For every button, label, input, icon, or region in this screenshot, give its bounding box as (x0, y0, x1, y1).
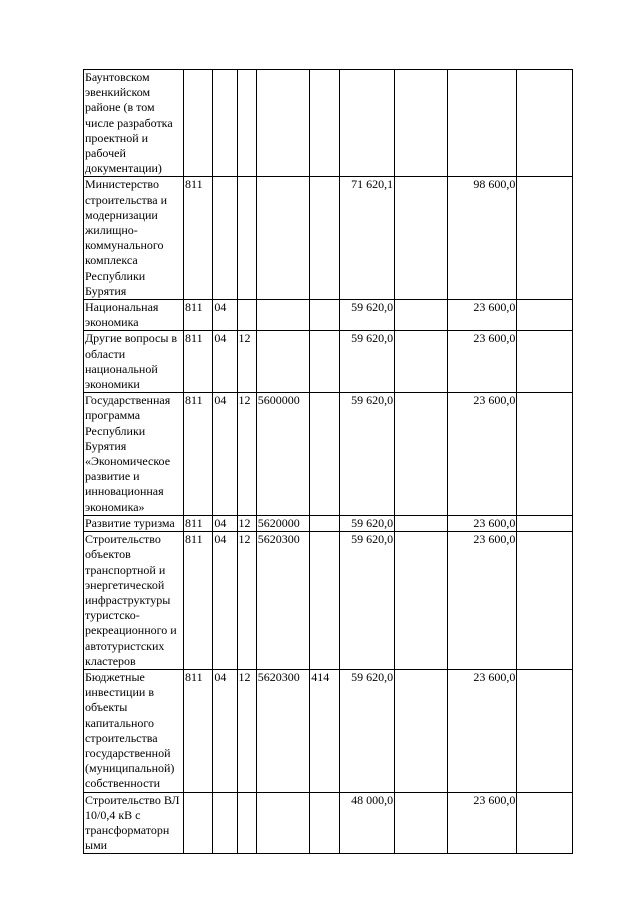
section-code: 04 (213, 532, 237, 670)
subsection-code: 12 (237, 669, 256, 792)
sum-2 (395, 669, 448, 792)
admin-code: 811 (184, 393, 213, 516)
target-code: 5620300 (256, 532, 310, 670)
subsection-code: 12 (237, 393, 256, 516)
table-row (84, 515, 573, 531)
table-row (84, 177, 573, 300)
subsection-code: 12 (237, 331, 256, 393)
sum-1: 59 620,0 (339, 532, 395, 670)
table-row (84, 532, 573, 670)
sum-3: 98 600,0 (447, 177, 517, 300)
section-code (213, 70, 237, 177)
kind-code (310, 532, 339, 670)
table-row (84, 70, 573, 177)
sum-3: 23 600,0 (447, 515, 517, 531)
section-code: 04 (213, 393, 237, 516)
sum-1: 59 620,0 (339, 669, 395, 792)
sum-3: 23 600,0 (447, 300, 517, 331)
sum-1: 59 620,0 (339, 300, 395, 331)
sum-3 (447, 70, 517, 177)
target-code (256, 177, 310, 300)
table-row (84, 331, 573, 393)
empty-cell (517, 300, 573, 331)
sum-2 (395, 70, 448, 177)
admin-code (184, 70, 213, 177)
section-code: 04 (213, 669, 237, 792)
table-row (84, 669, 573, 792)
kind-code (310, 393, 339, 516)
budget-table (83, 69, 573, 854)
sum-2 (395, 792, 448, 854)
kind-code (310, 70, 339, 177)
kind-code (310, 515, 339, 531)
sum-3: 23 600,0 (447, 669, 517, 792)
kind-code: 414 (310, 669, 339, 792)
target-code (256, 331, 310, 393)
row-name: Другие вопросы в области национальной экономики (84, 331, 184, 393)
target-code (256, 300, 310, 331)
sum-2 (395, 331, 448, 393)
subsection-code (237, 792, 256, 854)
section-code (213, 792, 237, 854)
empty-cell (517, 70, 573, 177)
kind-code (310, 300, 339, 331)
admin-code: 811 (184, 669, 213, 792)
row-name: Баунтовском эвенкийском районе (в том числе разработка проектной и рабочей документации) (84, 70, 184, 177)
sum-3: 23 600,0 (447, 532, 517, 670)
sum-1: 71 620,1 (339, 177, 395, 300)
row-name: Государственная программа Республики Бурятия «Экономическое развитие и инновационная экономика» (84, 393, 184, 516)
kind-code (310, 792, 339, 854)
section-code: 04 (213, 300, 237, 331)
row-name: Строительство объектов транспортной и энергетической инфраструктуры туристско-рекреационного и автотуристских кластеров (84, 532, 184, 670)
empty-cell (517, 393, 573, 516)
subsection-code: 12 (237, 515, 256, 531)
sum-2 (395, 177, 448, 300)
sum-3: 23 600,0 (447, 792, 517, 854)
admin-code: 811 (184, 177, 213, 300)
row-name: Бюджетные инвестиции в объекты капитального строительства государственной (муниципальной) собственности (84, 669, 184, 792)
row-name: Строительство ВЛ 10/0,4 кВ с трансформаторн ыми (84, 792, 184, 854)
section-code (213, 177, 237, 300)
table-row (84, 300, 573, 331)
sum-3: 23 600,0 (447, 393, 517, 516)
empty-cell (517, 792, 573, 854)
subsection-code (237, 300, 256, 331)
subsection-code: 12 (237, 532, 256, 670)
subsection-code (237, 177, 256, 300)
sum-2 (395, 532, 448, 670)
sum-2 (395, 300, 448, 331)
row-name: Развитие туризма (84, 515, 184, 531)
target-code: 5620000 (256, 515, 310, 531)
table-row (84, 393, 573, 516)
target-code (256, 792, 310, 854)
empty-cell (517, 331, 573, 393)
empty-cell (517, 515, 573, 531)
sum-1: 48 000,0 (339, 792, 395, 854)
admin-code: 811 (184, 515, 213, 531)
section-code: 04 (213, 515, 237, 531)
kind-code (310, 177, 339, 300)
sum-1: 59 620,0 (339, 331, 395, 393)
table-row (84, 792, 573, 854)
target-code: 5620300 (256, 669, 310, 792)
admin-code: 811 (184, 331, 213, 393)
target-code (256, 70, 310, 177)
target-code: 5600000 (256, 393, 310, 516)
empty-cell (517, 669, 573, 792)
subsection-code (237, 70, 256, 177)
sum-2 (395, 393, 448, 516)
sum-1: 59 620,0 (339, 515, 395, 531)
empty-cell (517, 177, 573, 300)
section-code: 04 (213, 331, 237, 393)
admin-code: 811 (184, 300, 213, 331)
sum-1 (339, 70, 395, 177)
sum-2 (395, 515, 448, 531)
admin-code: 811 (184, 532, 213, 670)
sum-3: 23 600,0 (447, 331, 517, 393)
empty-cell (517, 532, 573, 670)
row-name: Министерство строительства и модернизации жилищно-коммунального комплекса Республики Бурятия (84, 177, 184, 300)
admin-code (184, 792, 213, 854)
row-name: Национальная экономика (84, 300, 184, 331)
sum-1: 59 620,0 (339, 393, 395, 516)
kind-code (310, 331, 339, 393)
